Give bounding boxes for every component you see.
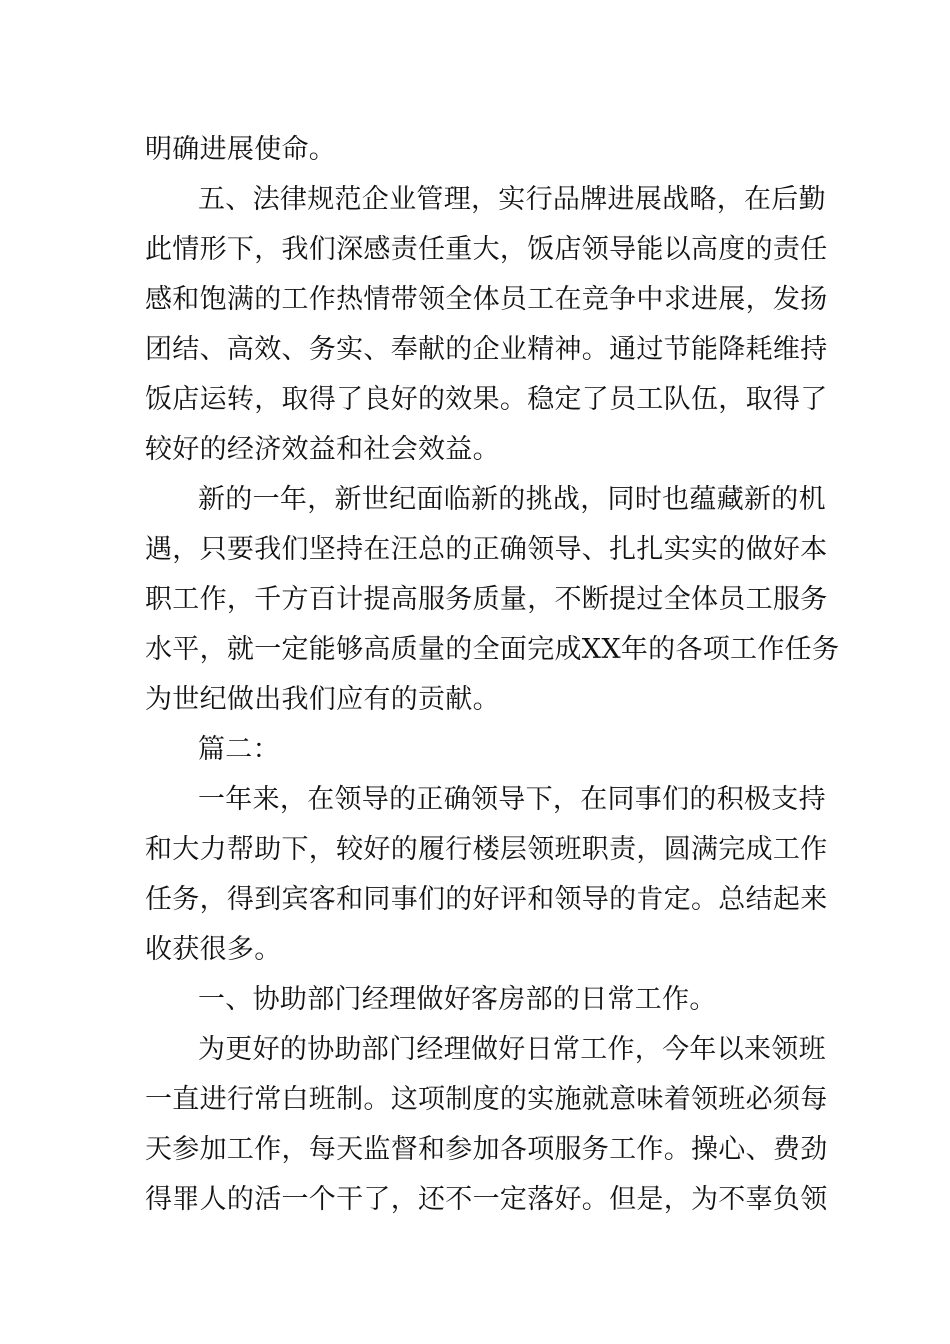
- text-line: 一、协助部门经理做好客房部的日常工作。: [198, 984, 717, 1015]
- text-line: 新的一年，新世纪面临新的挑战，同时也蕴藏新的机: [198, 484, 826, 515]
- text-line: 明确进展使命。: [145, 134, 337, 165]
- text-line: 五、法律规范企业管理，实行品牌进展战略，在后勤: [198, 184, 826, 215]
- text-line: 饭店运转，取得了良好的效果。稳定了员工队伍，取得了: [145, 384, 828, 415]
- text-line: 天参加工作，每天监督和参加各项服务工作。操心、费劲: [145, 1134, 828, 1165]
- text-line: 较好的经济效益和社会效益。: [145, 434, 500, 465]
- text-line: 为世纪做出我们应有的贡献。: [145, 684, 500, 715]
- text-line: 任务，得到宾客和同事们的好评和领导的肯定。总结起来: [145, 884, 828, 915]
- text-line: 一年来，在领导的正确领导下，在同事们的积极支持: [198, 784, 826, 815]
- text-line: 遇，只要我们坚持在汪总的正确领导、扎扎实实的做好本: [145, 534, 828, 565]
- text-line: 一直进行常白班制。这项制度的实施就意味着领班必须每: [145, 1084, 828, 1115]
- text-line: 感和饱满的工作热情带领全体员工在竞争中求进展，发扬: [145, 284, 828, 315]
- text-line: 和大力帮助下，较好的履行楼层领班职责，圆满完成工作: [145, 834, 828, 865]
- section-heading: 篇二：: [198, 734, 280, 765]
- text-line: 团结、高效、务实、奉献的企业精神。通过节能降耗维持: [145, 334, 828, 365]
- text-line: 收获很多。: [145, 934, 282, 965]
- text-line: 得罪人的活一个干了，还不一定落好。但是，为不辜负领: [145, 1184, 828, 1215]
- text-line: 此情形下，我们深感责任重大，饭店领导能以高度的责任: [145, 234, 828, 265]
- text-line: 职工作，千方百计提高服务质量，不断提过全体员工服务: [145, 584, 828, 615]
- text-line: 为更好的协助部门经理做好日常工作，今年以来领班: [198, 1034, 826, 1065]
- text-line: 水平，就一定能够高质量的全面完成XX年的各项工作任务: [145, 634, 840, 665]
